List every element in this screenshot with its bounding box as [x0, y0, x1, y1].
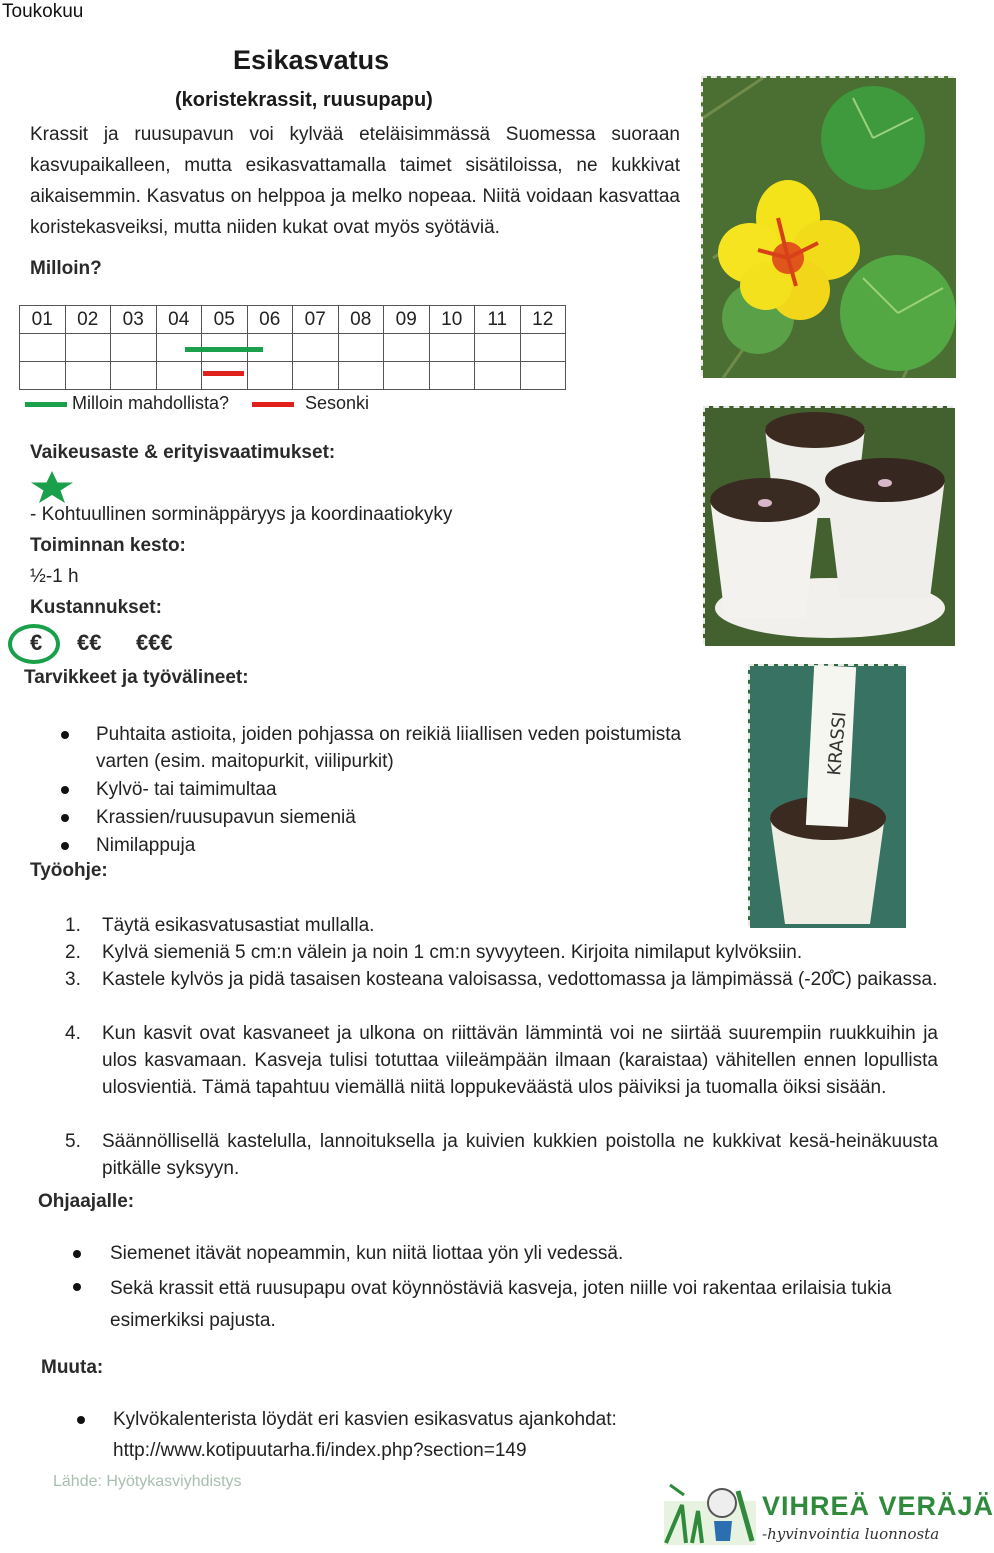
calendar-link[interactable]: http://www.kotipuutarha.fi/index.php?section=149: [113, 1440, 527, 1461]
other-text: Kylvökalenterista löydät eri kasvien esikasvatus ajankohdat:: [113, 1409, 617, 1430]
step-number: 1.: [65, 915, 81, 936]
cost-option-2: €€: [77, 630, 102, 655]
step-text: Kastele kylvös ja pidä tasaisen kosteana valoisassa, vedottomassa ja lämpimässä (-20̊C) paikassa.: [102, 969, 938, 990]
when-heading: Milloin?: [30, 258, 102, 279]
calendar-cell: [20, 334, 66, 362]
page-title: Esikasvatus: [233, 45, 390, 75]
nasturtium-flower-photo: [701, 76, 954, 376]
bullet: [61, 731, 69, 739]
cost-option-1: €: [30, 630, 43, 655]
instructions-heading: Työohje:: [30, 860, 108, 881]
calendar-cell: [384, 334, 430, 362]
cost-option-3: €€€: [136, 630, 173, 655]
possible-row: [20, 334, 566, 362]
calendar-cell: [429, 362, 475, 390]
calendar-cell: [65, 362, 111, 390]
costs-heading: Kustannukset:: [30, 597, 162, 618]
step-number: 2.: [65, 942, 81, 963]
bullet: [61, 814, 69, 822]
calendar-cell: [156, 362, 202, 390]
logo-title: VIHREÄ VERÄJÄ: [762, 1491, 994, 1521]
page-subtitle: (koristekrassit, ruusupapu): [175, 89, 433, 111]
legend-season-line: [252, 402, 294, 407]
instructor-heading: Ohjaajalle:: [38, 1191, 135, 1212]
month-cell: 08: [338, 306, 384, 334]
calendar-cell: [247, 362, 293, 390]
bullet: [77, 1416, 85, 1424]
supplies-item-3: Krassien/ruusupavun siemeniä: [96, 807, 356, 828]
month-cell: 12: [520, 306, 566, 334]
month-cell: 07: [293, 306, 339, 334]
calendar-cell: [20, 362, 66, 390]
season-period-bar: [203, 371, 244, 376]
legend-season-label: Sesonki: [305, 393, 370, 413]
difficulty-note: - Kohtuullinen sorminäppäryys ja koordinaatiokyky: [30, 504, 453, 525]
bullet: [73, 1250, 81, 1258]
supplies-item-2: Kylvö- tai taimimultaa: [96, 779, 277, 800]
instructor-item-2: Sekä krassit että ruusupapu ovat köynnöstäviä kasveja, joten niille voi rakentaa erilaisia tukia esimerkiksi pajusta.: [110, 1278, 892, 1331]
nasturtium-illustration: [703, 78, 956, 378]
step-text: Kylvä siemeniä 5 cm:n välein ja noin 1 cm:n syvyyteen. Kirjoita nimilaput kylvöksiin.: [102, 942, 803, 963]
legend-possible-line: [25, 402, 67, 407]
difficulty-heading: Vaikeusaste & erityisvaatimukset:: [30, 442, 336, 463]
calendar-cell: [475, 362, 521, 390]
season-row: [20, 362, 566, 390]
calendar-cell: [429, 334, 475, 362]
seedling-pots-photo: [703, 406, 953, 644]
month-row: [20, 306, 566, 334]
possible-period-bar: [185, 347, 263, 352]
other-heading: Muuta:: [41, 1357, 104, 1378]
supplies-heading: Tarvikkeet ja työvälineet:: [24, 667, 249, 688]
vihrea-veraja-logo: [662, 1477, 994, 1549]
star-icon: [29, 470, 75, 504]
supplies-item-1-line1: Puhtaita astioita, joiden pohjassa on reikiä liiallisen veden poistumista: [96, 724, 682, 745]
step-text: Täytä esikasvatusastiat mullalla.: [102, 915, 375, 936]
month-cell: 06: [247, 306, 293, 334]
labeled-pot-illustration: [750, 666, 906, 928]
step-text: Kun kasvit ovat kasvaneet ja ulkona on riittävän lämmintä voi ne siirtää suurempiin ruukkuihin ja ulos kasvamaan. Kasveja tulisi totuttaa viileämpään ilmaan (karaistaa) vähitellen ennen lopullista ulosvientiä. Tämä tapahtuu viemällä niitä loppukeväästä ulos päiviksi ja tuomalla öiksi sisään.: [102, 1023, 938, 1098]
instructor-item-1: Siemenet itävät nopeammin, kun niitä liottaa yön yli vedessä.: [110, 1243, 624, 1264]
step-number: 5.: [65, 1131, 81, 1152]
calendar-cell: [520, 362, 566, 390]
calendar-cell: [338, 334, 384, 362]
step-number: 3.: [65, 969, 81, 990]
calendar-cell: [293, 362, 339, 390]
calendar-cell: [475, 334, 521, 362]
labeled-pot-photo: [748, 664, 904, 926]
source-credit: Lähde: Hyötykasviyhdistys: [53, 1473, 242, 1490]
month-cell: 02: [65, 306, 111, 334]
pot-label-text: KRASSI: [824, 710, 851, 777]
bullet: [73, 1283, 81, 1291]
calendar-cell: [111, 334, 157, 362]
bullet: [61, 786, 69, 794]
logo-illustration-icon: [662, 1481, 760, 1547]
month-label: Toukokuu: [2, 1, 84, 22]
month-calendar: [19, 305, 566, 390]
calendar-cell: [111, 362, 157, 390]
month-cell: 03: [111, 306, 157, 334]
month-cell: 04: [156, 306, 202, 334]
step-text: Säännöllisellä kastelulla, lannoituksella ja kuivien kukkien poistolla ne kukkivat kesä-heinäkuusta pitkälle syksyyn.: [102, 1131, 938, 1179]
calendar-cell: [338, 362, 384, 390]
supplies-item-1: [96, 721, 681, 775]
duration-value: ½-1 h: [30, 566, 79, 587]
step-number: 4.: [65, 1023, 81, 1044]
duration-heading: Toiminnan kesto:: [30, 535, 186, 556]
supplies-item-4: Nimilappuja: [96, 835, 196, 856]
month-cell: 05: [202, 306, 248, 334]
month-cell: 10: [429, 306, 475, 334]
pots-illustration: [705, 408, 955, 646]
supplies-item-1-line2: varten (esim. maitopurkit, viilipurkit): [96, 751, 394, 772]
calendar-cell: [65, 334, 111, 362]
legend-possible-label: Milloin mahdollista?: [72, 393, 230, 413]
intro-paragraph: Krassit ja ruusupavun voi kylvää eteläisimmässä Suomessa suoraan kasvupaikalleen, mutta esikasvattamalla taimet sisätiloissa, ne kukkivat aikaisemmin. Kasvatus on helppoa ja melko nopeaa. Niitä voidaan kasvattaa koristekasveiksi, mutta niiden kukat ovat myös syötäviä.: [30, 124, 680, 238]
calendar-cell: [293, 334, 339, 362]
calendar-cell: [520, 334, 566, 362]
month-cell: 09: [384, 306, 430, 334]
month-cell: 11: [475, 306, 521, 334]
bullet: [61, 842, 69, 850]
logo-tagline: -hyvinvointia luonnosta: [762, 1525, 940, 1543]
month-cell: 01: [20, 306, 66, 334]
calendar-cell: [384, 362, 430, 390]
